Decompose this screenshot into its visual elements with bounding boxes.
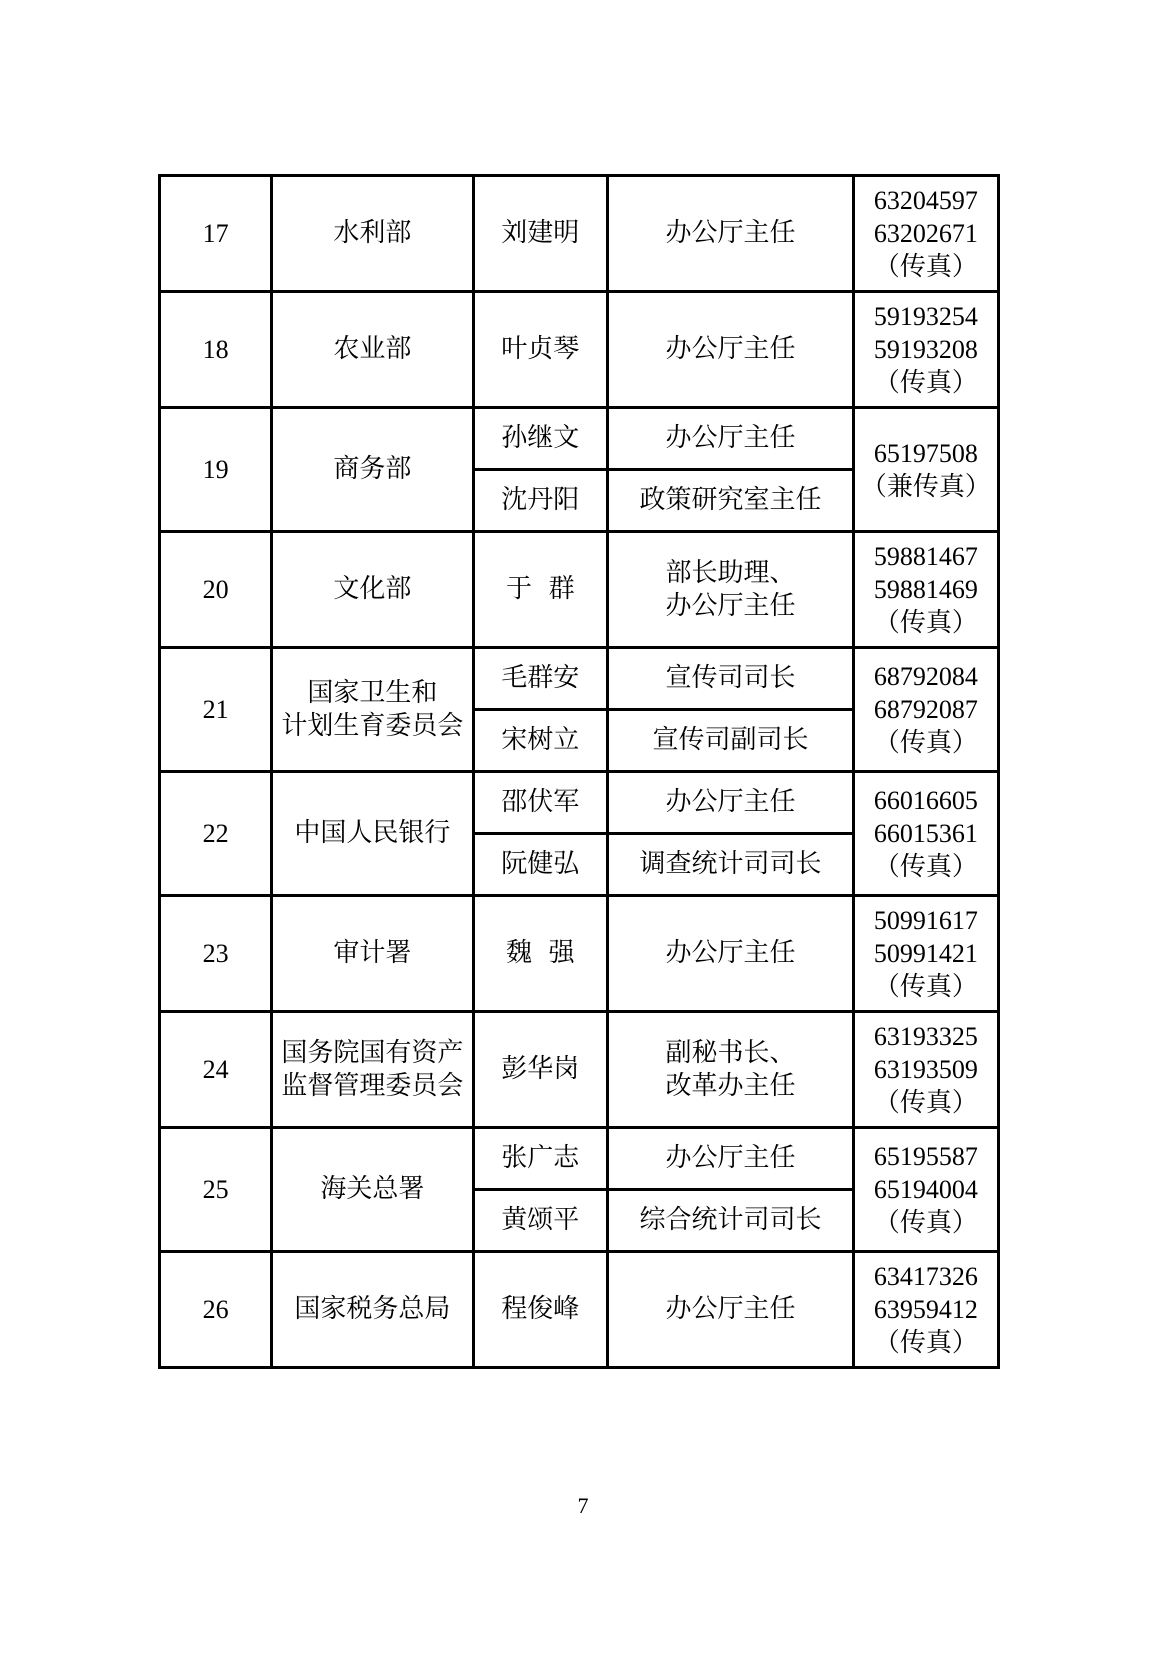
- department-cell: 农业部: [272, 292, 473, 408]
- title-line: 部长助理、: [665, 557, 796, 588]
- title-line: 办公厅主任: [665, 590, 796, 621]
- phone-cell: [853, 176, 998, 292]
- department-line: 国务院国有资产: [281, 1037, 464, 1068]
- table-row: [160, 1012, 999, 1128]
- person-name: 黄颂平: [473, 1190, 608, 1252]
- person-title: 办公厅主任: [608, 292, 854, 408]
- person-title: 办公厅主任: [608, 176, 854, 292]
- phone-number: 59193208: [873, 335, 978, 364]
- person-name: 于 群: [473, 532, 608, 648]
- person-name: 孙继文: [473, 408, 608, 470]
- phone-number: 65197508: [873, 438, 978, 468]
- row-number: 23: [160, 896, 272, 1012]
- person-title: 办公厅主任: [608, 1128, 854, 1190]
- person-name: 阮健弘: [473, 834, 608, 896]
- person-name: 程俊峰: [473, 1252, 608, 1368]
- table-row: [160, 896, 999, 1012]
- phone-number: 63417326: [873, 1262, 978, 1291]
- phone-cell: [853, 648, 998, 772]
- phone-note: （传真）: [873, 252, 978, 281]
- phone-number: 63202671: [873, 219, 978, 248]
- phone-note: （传真）: [873, 1208, 978, 1237]
- phone-number: 65194004: [873, 1175, 978, 1204]
- department-line: 监督管理委员会: [281, 1070, 464, 1101]
- phone-note: （传真）: [873, 368, 978, 397]
- phone-note: （兼传真）: [860, 471, 991, 501]
- row-number: 17: [160, 176, 272, 292]
- table-row: [160, 772, 999, 834]
- phone-number: 66015361: [873, 819, 978, 848]
- person-title: 办公厅主任: [608, 772, 854, 834]
- phone-cell: [853, 896, 998, 1012]
- department-cell: 水利部: [272, 176, 473, 292]
- phone-number: 59193254: [873, 302, 978, 331]
- person-name: 宋树立: [473, 710, 608, 772]
- table-row: [160, 1252, 999, 1368]
- phone-cell: [853, 1128, 998, 1252]
- table-row: [160, 292, 999, 408]
- row-number: 20: [160, 532, 272, 648]
- phone-cell: [853, 772, 998, 896]
- person-title: 宣传司司长: [608, 648, 854, 710]
- phone-note: （传真）: [873, 1088, 978, 1117]
- row-number: 21: [160, 648, 272, 772]
- person-title: 调查统计司司长: [608, 834, 854, 896]
- phone-number: 63193509: [873, 1055, 978, 1084]
- phone-cell: [853, 408, 998, 532]
- person-title: [608, 532, 854, 648]
- phone-note: （传真）: [873, 852, 978, 881]
- phone-number: 63204597: [873, 186, 978, 215]
- table-row: [160, 1128, 999, 1190]
- person-title: 政策研究室主任: [608, 470, 854, 532]
- department-cell: 国家税务总局: [272, 1252, 473, 1368]
- department-cell: 海关总署: [272, 1128, 473, 1252]
- person-name: 沈丹阳: [473, 470, 608, 532]
- person-name: 刘建明: [473, 176, 608, 292]
- row-number: 25: [160, 1128, 272, 1252]
- person-name: 魏 强: [473, 896, 608, 1012]
- table-row: [160, 408, 999, 470]
- department-cell: 中国人民银行: [272, 772, 473, 896]
- department-cell: [272, 1012, 473, 1128]
- department-cell: 商务部: [272, 408, 473, 532]
- person-title: 办公厅主任: [608, 1252, 854, 1368]
- phone-number: 63959412: [873, 1295, 978, 1324]
- person-title: 综合统计司司长: [608, 1190, 854, 1252]
- phone-number: 66016605: [873, 786, 978, 815]
- phone-number: 63193325: [873, 1022, 978, 1051]
- row-number: 19: [160, 408, 272, 532]
- phone-number: 50991421: [873, 939, 978, 968]
- phone-note: （传真）: [873, 972, 978, 1001]
- contacts-table: [158, 174, 1000, 1369]
- person-title: [608, 1012, 854, 1128]
- person-name: 叶贞琴: [473, 292, 608, 408]
- person-title: 宣传司副司长: [608, 710, 854, 772]
- phone-cell: [853, 1012, 998, 1128]
- department-cell: [272, 648, 473, 772]
- person-name: 毛群安: [473, 648, 608, 710]
- department-cell: 文化部: [272, 532, 473, 648]
- phone-cell: [853, 1252, 998, 1368]
- person-name: 彭华岗: [473, 1012, 608, 1128]
- phone-number: 59881469: [873, 575, 978, 604]
- row-number: 26: [160, 1252, 272, 1368]
- row-number: 24: [160, 1012, 272, 1128]
- phone-cell: [853, 532, 998, 648]
- table-row: [160, 532, 999, 648]
- phone-note: （传真）: [873, 608, 978, 637]
- department-line: 计划生育委员会: [281, 710, 464, 741]
- title-line: 副秘书长、: [665, 1037, 796, 1068]
- phone-number: 65195587: [873, 1142, 978, 1171]
- phone-number: 68792087: [873, 695, 978, 724]
- phone-note: （传真）: [873, 728, 978, 757]
- page-number: 7: [577, 1493, 589, 1518]
- person-title: 办公厅主任: [608, 408, 854, 470]
- title-line: 改革办主任: [665, 1070, 796, 1101]
- phone-number: 68792084: [873, 662, 978, 691]
- person-name: 邵伏军: [473, 772, 608, 834]
- phone-number: 50991617: [873, 906, 978, 935]
- phone-note: （传真）: [873, 1328, 978, 1357]
- phone-number: 59881467: [873, 542, 978, 571]
- phone-cell: [853, 292, 998, 408]
- person-title: 办公厅主任: [608, 896, 854, 1012]
- department-line: 国家卫生和: [307, 677, 438, 708]
- person-name: 张广志: [473, 1128, 608, 1190]
- row-number: 22: [160, 772, 272, 896]
- table-row: [160, 176, 999, 292]
- department-cell: 审计署: [272, 896, 473, 1012]
- table-row: [160, 648, 999, 710]
- row-number: 18: [160, 292, 272, 408]
